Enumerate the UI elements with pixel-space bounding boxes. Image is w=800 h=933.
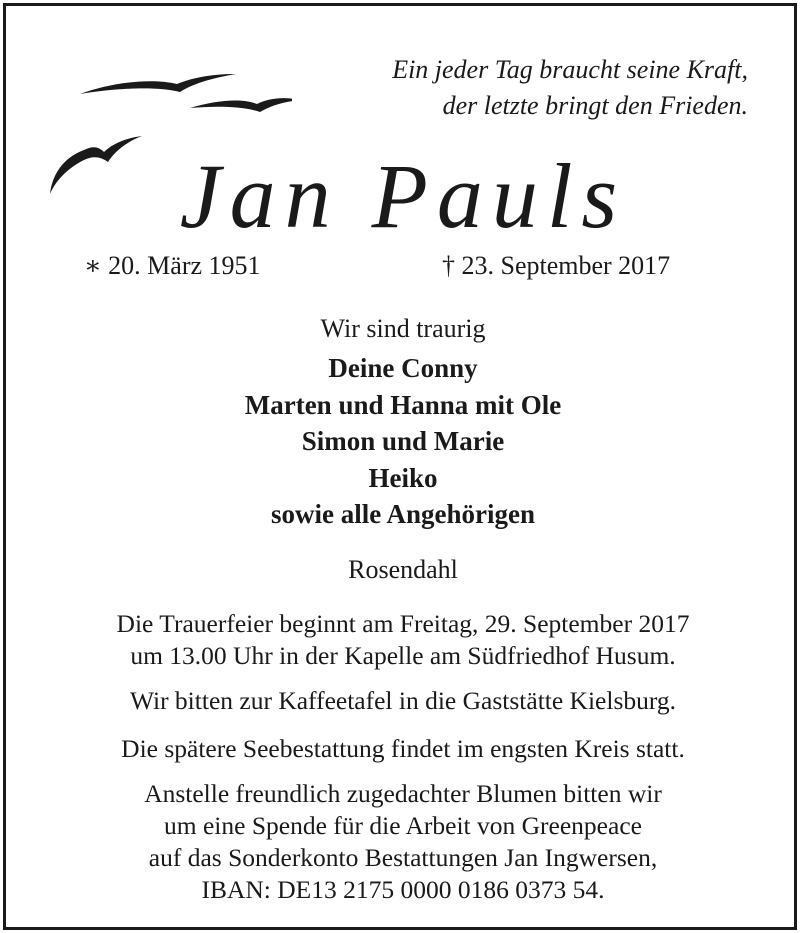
mourner: Marten und Hanna mit Ole xyxy=(244,389,562,420)
funeral-line: um 13.00 Uhr in der Kapelle am Südfriedhof Husum. xyxy=(130,641,676,670)
mourners-list xyxy=(6,350,800,533)
burial-info: Die spätere Seebestattung findet im engsten Kreis statt. xyxy=(121,734,685,763)
funeral-line: Die Trauerfeier beginnt am Freitag, 29. September 2017 xyxy=(116,609,690,638)
donation-line: auf das Sonderkonto Bestattungen Jan Ingwersen, xyxy=(148,843,658,872)
coffee-info: Wir bitten zur Kaffeetafel in die Gaststätte Kielsburg. xyxy=(129,686,677,715)
donation-line: um eine Spende für die Arbeit von Greenpeace xyxy=(164,811,642,840)
seagull-icon xyxy=(190,98,292,112)
motto xyxy=(392,52,748,124)
donation-line: IBAN: DE13 2175 0000 0186 0373 54. xyxy=(201,875,605,904)
funeral-info xyxy=(6,608,800,672)
mourner: Deine Conny xyxy=(328,353,478,383)
deceased-name: Jan Pauls xyxy=(179,145,627,247)
mourner: Heiko xyxy=(368,462,438,493)
birth-date: ∗ 20. März 1951 xyxy=(84,251,261,280)
donation-info xyxy=(6,778,800,906)
mourner: Simon und Marie xyxy=(301,426,505,456)
seagull-icon xyxy=(80,74,236,94)
obituary-frame xyxy=(3,3,797,930)
donation-line: Anstelle freundlich zugedachter Blumen bitten wir xyxy=(144,779,662,808)
place: Rosendahl xyxy=(348,555,458,584)
mourner: sowie alle Angehörigen xyxy=(271,499,535,529)
motto-line: der letzte bringt den Frieden. xyxy=(442,91,748,120)
intro-text: Wir sind traurig xyxy=(320,314,486,343)
motto-line: Ein jeder Tag braucht seine Kraft, xyxy=(392,55,748,84)
death-date: † 23. September 2017 xyxy=(442,251,671,280)
